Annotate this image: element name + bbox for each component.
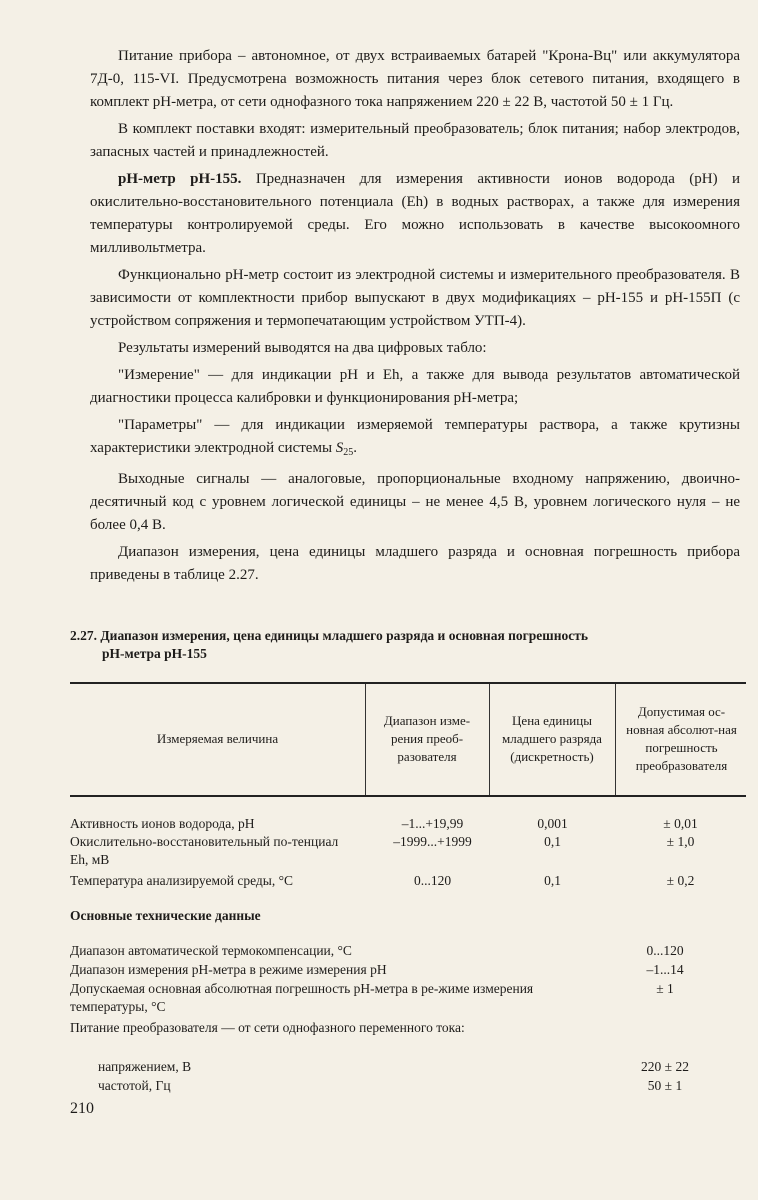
cell-range: –1...+19,99 — [401, 816, 464, 831]
cell-range: 0...120 — [413, 873, 452, 888]
header-step: Цена единицы младшего разряда (дискретность) — [502, 712, 602, 764]
body-text — [90, 45, 740, 591]
paragraph: Функционально pH-метр состоит из электродной системы и измерительного преобразователя. В зависимости от комплектности прибор выпускают в двух модификациях – pH-155 и pH-155П (с устройством сопряжения и термопечатающим устройством УТП-4). — [90, 267, 740, 329]
spec-label: напряжением, В — [98, 1059, 192, 1074]
cell-error: ± 1,0 — [666, 834, 695, 849]
cell-quantity: Окислительно-восстановительный по-тенциал Eh, мВ — [70, 834, 339, 867]
header-range: Диапазон изме-рения преоб-разователя — [383, 712, 471, 764]
specs-title: Основные технические данные — [70, 908, 261, 923]
spec-label: Диапазон измерения pH-метра в режиме измерения pH — [70, 962, 387, 977]
ph155-text: Предназначен для измерения активности ионов водорода (pH) и окислительно-восстановительного потенциала (Eh) в водных растворах, а также для измерения температуры контролируемой среды. Его можно использовать в качестве высокоомного милливольтметра. — [90, 171, 740, 256]
table-bottom-rule — [70, 795, 746, 797]
spec-label: частотой, Гц — [98, 1078, 171, 1093]
spec-label: Питание преобразователя — от сети однофазного переменного тока: — [70, 1020, 465, 1035]
table-caption-line1: 2.27. Диапазон измерения, цена единицы младшего разряда и основная погрешность — [70, 628, 588, 643]
paragraph: "Измерение" — для индикации pH и Eh, а также для вывода результатов автоматической диагностики процесса калибровки и функционирования pH-метра; — [90, 367, 740, 406]
spec-value: 220 ± 22 — [641, 1059, 689, 1074]
cell-quantity: Активность ионов водорода, pH — [70, 816, 255, 831]
spec-value: 0...120 — [646, 943, 684, 958]
header-quantity: Измеряемая величина — [156, 730, 279, 746]
cell-step: 0,1 — [544, 834, 561, 849]
spec-value: –1...14 — [646, 962, 684, 977]
paragraph: Диапазон измерения, цена единицы младшего разряда и основная погрешность прибора приведены в таблице 2.27. — [90, 544, 740, 583]
paragraph: В комплект поставки входят: измерительный преобразователь; блок питания; набор электродов, запасных частей и принадлежностей. — [90, 121, 740, 160]
paragraph: Выходные сигналы — аналоговые, пропорциональные входному напряжению, двоично-десятичный код с уровнем логической единицы – не менее 4,5 В, уровнем логического нуля – не более 0,4 В. — [90, 471, 740, 533]
params-end: . — [353, 440, 358, 456]
params-subscript: 25 — [343, 447, 354, 458]
spec-value: 50 ± 1 — [647, 1078, 683, 1093]
cell-step: 0,1 — [544, 873, 561, 888]
spec-label: Допускаемая основная абсолютная погрешность pH-метра в ре-жиме измерения температуры, °С — [70, 981, 534, 1014]
column-divider — [489, 684, 490, 795]
paragraph: Питание прибора – автономное, от двух встраиваемых батарей "Крона-Вц" или аккумулятора 7Д-0, 115-VI. Предусмотрена возможность питания через блок сетевого питания, входящего в комплект pH-метра, от сети однофазного тока напряжением 220 ± 22 В, частотой 50 ± 1 Гц. — [90, 48, 740, 110]
header-error: Допустимая ос-новная абсолют-ная погрешность преобразователя — [626, 703, 737, 773]
params-symbol: S — [335, 440, 344, 456]
table-caption — [70, 627, 720, 663]
table-caption-line2: pH-метра pH-155 — [102, 646, 207, 661]
cell-quantity: Температура анализируемой среды, °С — [70, 873, 293, 888]
cell-error: ± 0,01 — [663, 816, 698, 831]
paragraph-params — [90, 414, 740, 464]
spec-label: Диапазон автоматической термокомпенсации, °С — [70, 943, 352, 958]
params-text: "Параметры" — для индикации измеряемой температуры раствора, а также крутизны характеристики электродной системы — [90, 417, 740, 456]
paragraph-ph155 — [90, 168, 740, 260]
cell-step: 0,001 — [537, 816, 568, 831]
cell-error: ± 0,2 — [666, 873, 695, 888]
paragraph: Результаты измерений выводятся на два цифровых табло: — [118, 340, 487, 356]
ph155-title: pH-метр pH-155. — [118, 171, 242, 187]
column-divider — [615, 684, 616, 795]
spec-value: ± 1 — [656, 981, 674, 996]
cell-range: –1999...+1999 — [393, 834, 472, 849]
column-divider — [365, 684, 366, 795]
page-number: 210 — [70, 1100, 94, 1117]
